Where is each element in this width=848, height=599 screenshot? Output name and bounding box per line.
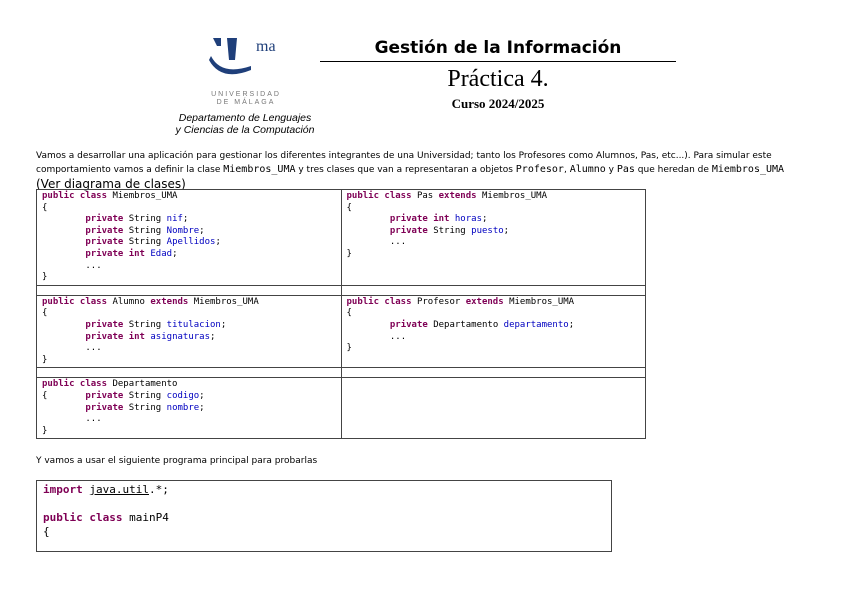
department-line-2: y Ciencias de la Computación — [175, 124, 315, 136]
semicolon: ; — [215, 237, 221, 248]
brace: { — [346, 308, 352, 319]
brace: { — [43, 525, 50, 538]
semicolon: ; — [182, 214, 189, 225]
type: String — [123, 225, 167, 236]
title-divider — [320, 61, 676, 62]
semicolon: ; — [568, 319, 575, 330]
table-spacer — [37, 285, 342, 295]
class-miembros-uma — [37, 190, 342, 286]
class-pas — [341, 190, 646, 286]
keyword: import — [43, 483, 83, 496]
intro-text: que heredan de — [634, 165, 712, 175]
class-definitions-table — [36, 189, 646, 439]
keyword: public class — [42, 191, 108, 201]
type: String — [427, 225, 472, 236]
semicolon: ; — [199, 225, 205, 236]
department-line-1: Departamento de Lenguajes — [178, 112, 312, 124]
keyword: public class — [42, 379, 108, 390]
keyword: public class — [346, 296, 412, 307]
keyword: extends — [150, 296, 189, 307]
class-name: Alumno — [107, 296, 151, 307]
semicolon: ; — [503, 225, 510, 236]
type: Departamento — [427, 319, 504, 330]
table-spacer — [341, 368, 646, 378]
class-departamento — [37, 378, 342, 439]
keyword: private — [85, 402, 124, 413]
ellipsis: ... — [85, 414, 102, 425]
practice-title: Práctica 4. — [447, 66, 549, 92]
course-title: Gestión de la Información — [374, 38, 622, 58]
type: String — [123, 237, 167, 248]
brace: { — [42, 390, 48, 401]
brace: { — [42, 308, 48, 319]
keyword: private — [85, 390, 124, 401]
class-ref: Profesor — [515, 164, 564, 175]
keyword: private — [389, 319, 428, 330]
field-name: puesto — [471, 225, 504, 236]
keyword: private — [85, 214, 124, 225]
course-year: Curso 2024/2025 — [451, 96, 545, 111]
keyword: private int — [85, 331, 145, 342]
import-package: java.util — [89, 483, 149, 496]
field-name: asignaturas — [150, 331, 210, 342]
parent-class: Miembros_UMA — [503, 296, 575, 307]
field-name: Apellidos — [166, 237, 216, 248]
department — [160, 112, 330, 136]
field-name: Edad — [150, 248, 173, 259]
table-spacer — [341, 285, 646, 295]
class-name: Miembros_UMA — [107, 191, 178, 201]
field-name: nif — [166, 214, 183, 225]
semicolon: ; — [481, 214, 488, 225]
semicolon: ; — [172, 248, 178, 259]
parent-class: Miembros_UMA — [188, 296, 259, 307]
semicolon: ; — [199, 402, 205, 413]
intro-text: y tres clases que van a representaran a objetos — [295, 165, 516, 175]
keyword: private int — [85, 248, 145, 259]
table-spacer — [37, 368, 342, 378]
brace: } — [42, 354, 48, 365]
intro-line-1: Vamos a desarrollar una aplicación para gestionar los diferentes integrantes de una Universidad; tanto los Profesores como Alumnos, Pas, etc...). Para simular este — [36, 151, 772, 161]
intro-line-2 — [36, 163, 826, 177]
brace: } — [346, 343, 352, 354]
keyword: extends — [465, 296, 504, 307]
empty-cell — [341, 378, 646, 439]
class-name: Pas — [411, 191, 439, 201]
university-name: UNIVERSIDAD DE MÁLAGA — [211, 91, 281, 106]
type: String — [123, 390, 167, 401]
field-name: departamento — [503, 319, 569, 330]
class-alumno — [37, 295, 342, 368]
keyword: private — [389, 225, 428, 236]
ellipsis: ... — [85, 343, 102, 354]
semicolon: ; — [210, 331, 216, 342]
brace: } — [42, 272, 48, 283]
keyword: extends — [438, 191, 477, 201]
class-name: Departamento — [107, 379, 178, 390]
class-name: Profesor — [411, 296, 466, 307]
class-ref: Alumno — [569, 164, 606, 175]
keyword: public class — [42, 296, 108, 307]
type: String — [123, 319, 167, 330]
keyword: private — [85, 319, 124, 330]
class-ref: Miembros_UMA — [223, 164, 296, 175]
uma-logo-icon — [207, 36, 257, 80]
keyword: private — [85, 225, 124, 236]
import-rest: .*; — [148, 483, 169, 496]
brace: } — [346, 248, 352, 259]
field-name: titulacion — [166, 319, 221, 330]
ellipsis: ... — [389, 237, 407, 248]
logo-text: ma — [256, 38, 276, 55]
main-program-code — [36, 480, 612, 552]
class-profesor — [341, 295, 646, 368]
ellipsis: ... — [389, 331, 407, 342]
diagram-reference: (Ver diagrama de clases) — [36, 177, 186, 191]
field-name: Nombre — [166, 225, 200, 236]
type: String — [123, 402, 167, 413]
brace: { — [346, 202, 352, 213]
brace: } — [42, 425, 48, 436]
intro-text: , — [563, 165, 570, 175]
class-ref: Miembros_UMA — [711, 164, 785, 175]
intro-text: y — [605, 165, 617, 175]
field-name: nombre — [166, 402, 200, 413]
keyword: public class — [43, 511, 123, 524]
field-name: codigo — [166, 390, 200, 401]
keyword: public class — [346, 191, 412, 201]
keyword: private — [85, 237, 124, 248]
class-name: mainP4 — [122, 511, 169, 524]
usage-text: Y vamos a usar el siguiente programa principal para probarlas — [36, 456, 318, 466]
parent-class: Miembros_UMA — [476, 191, 548, 201]
class-ref: Pas — [616, 164, 635, 175]
keyword: private int — [389, 214, 450, 225]
intro-text: comportamiento vamos a definir la clase — [36, 165, 224, 175]
semicolon: ; — [199, 390, 205, 401]
semicolon: ; — [220, 319, 227, 330]
type: String — [123, 214, 167, 225]
brace: { — [42, 202, 48, 213]
field-name: horas — [454, 214, 482, 225]
ellipsis: ... — [85, 260, 102, 271]
intro-paragraph — [36, 150, 826, 177]
